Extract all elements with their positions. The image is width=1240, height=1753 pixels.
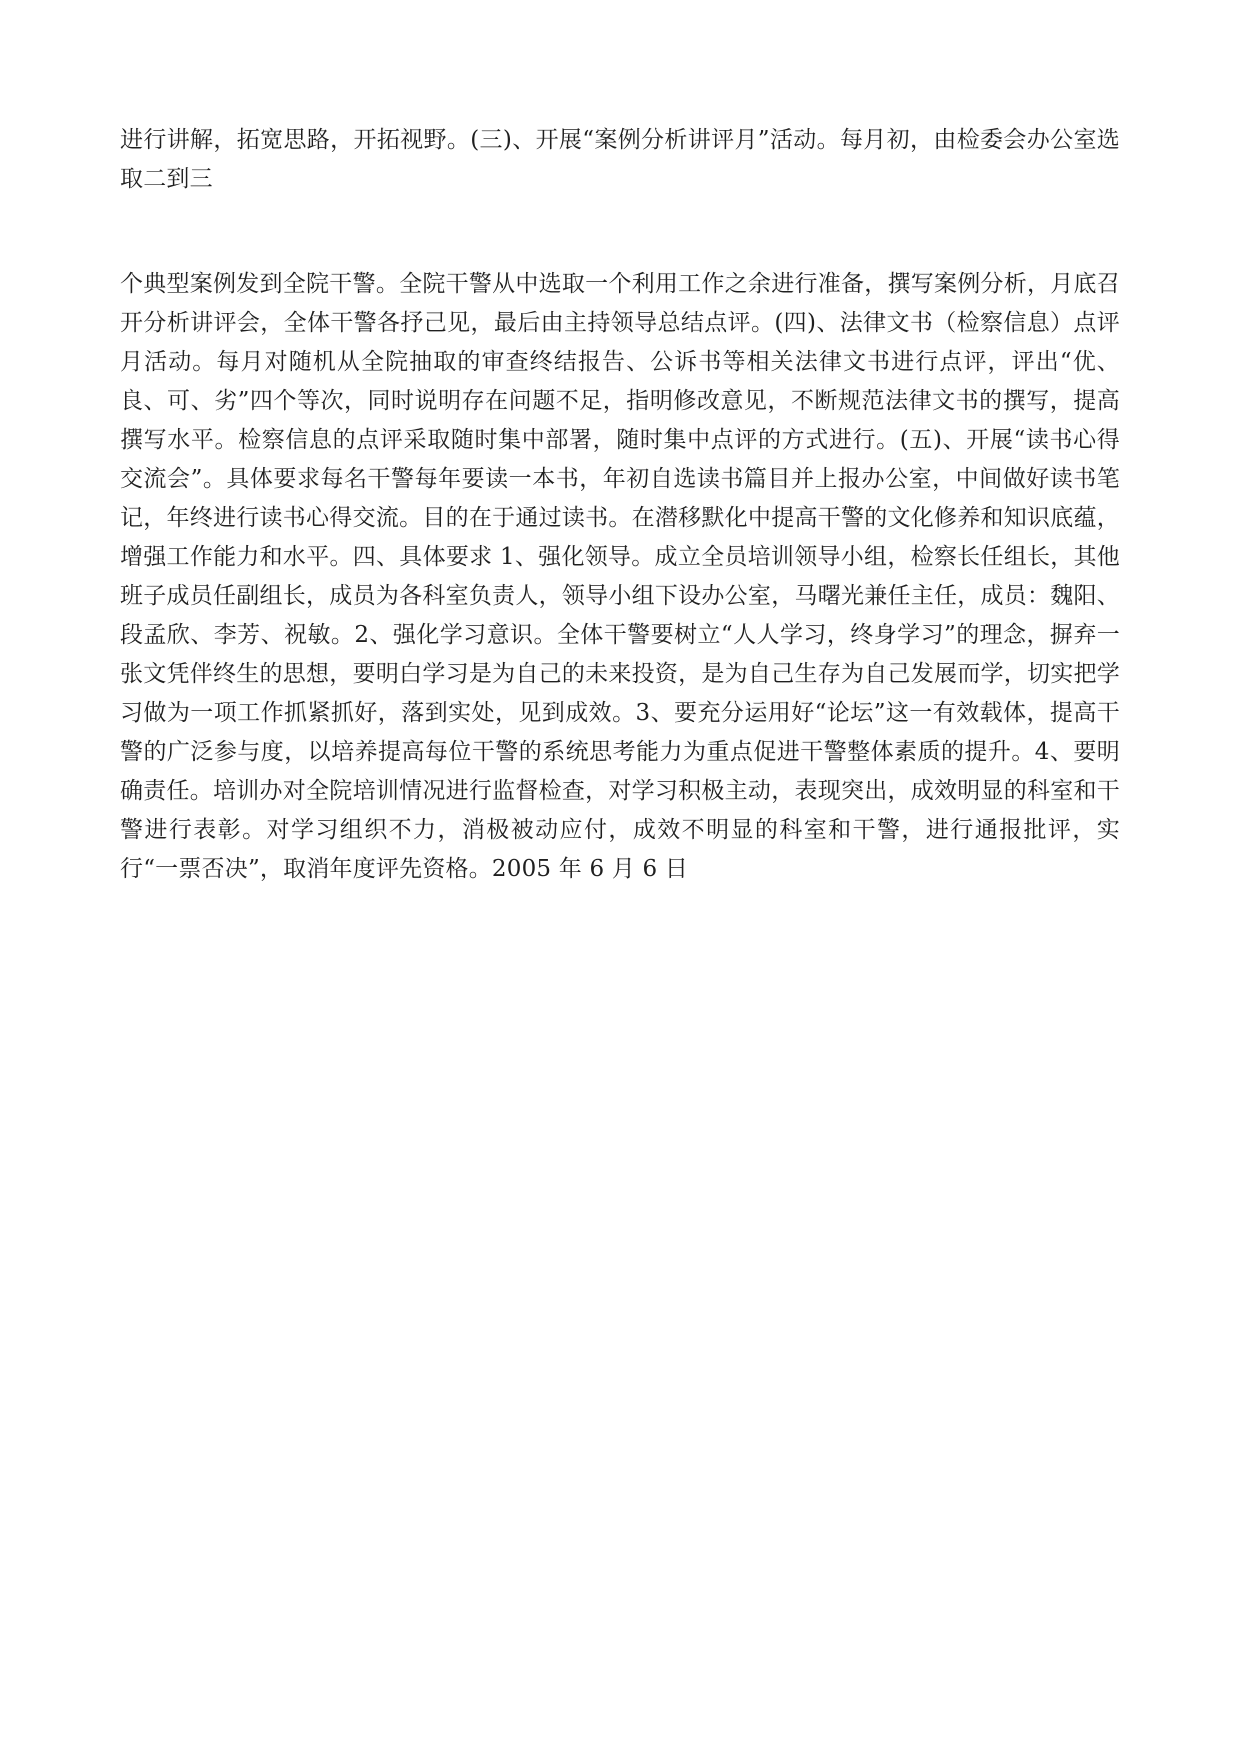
paragraph-main-body: 个典型案例发到全院干警。全院干警从中选取一个利用工作之余进行准备，撰写案例分析，月底召开分析讲评会，全体干警各抒己见，最后由主持领导总结点评。(四)、法律文书（检察信息）点评月活动。每月对随机从全院抽取的审查终结报告、公诉书等相关法律文书进行点评，评出“优、良、可、劣”四个等次，同时说明存在问题不足，指明修改意见，不断规范法律文书的撰写，提高撰写水平。检察信息的点评采取随时集中部署，随时集中点评的方式进行。(五)、开展“读书心得交流会”。具体要求每名干警每年要读一本书，年初自选读书篇目并上报办公室，中间做好读书笔记，年终进行读书心得交流。目的在于通过读书。在潜移默化中提高干警的文化修养和知识底蕴，增强工作能力和水平。四、具体要求 1、强化领导。成立全员培训领导小组，检察长任组长，其他班子成员任副组长，成员为各科室负责人，领导小组下设办公室，马曙光兼任主任，成员：魏阳、段孟欣、李芳、祝敏。2、强化学习意识。全体干警要树立“人人学习，终身学习”的理念，摒弃一张文凭伴终生的思想，要明白学习是为自己的未来投资，是为自己生存为自己发展而学，切实把学习做为一项工作抓紧抓好，落到实处，见到成效。3、要充分运用好“论坛”这一有效载体，提高干警的广泛参与度，以培养提高每位干警的系统思考能力为重点促进干警整体素质的提升。4、要明确责任。培训办对全院培训情况进行监督检查，对学习积极主动，表现突出，成效明显的科室和干警进行表彰。对学习组织不力，消极被动应付，成效不明显的科室和干警，进行通报批评，实行“一票否决”，取消年度评先资格。2005 年 6 月 6 日 [120, 271, 1120, 882]
paragraph-continuation: 进行讲解，拓宽思路，开拓视野。(三)、开展“案例分析讲评月”活动。每月初，由检委会办公室选取二到三 [120, 127, 1120, 192]
